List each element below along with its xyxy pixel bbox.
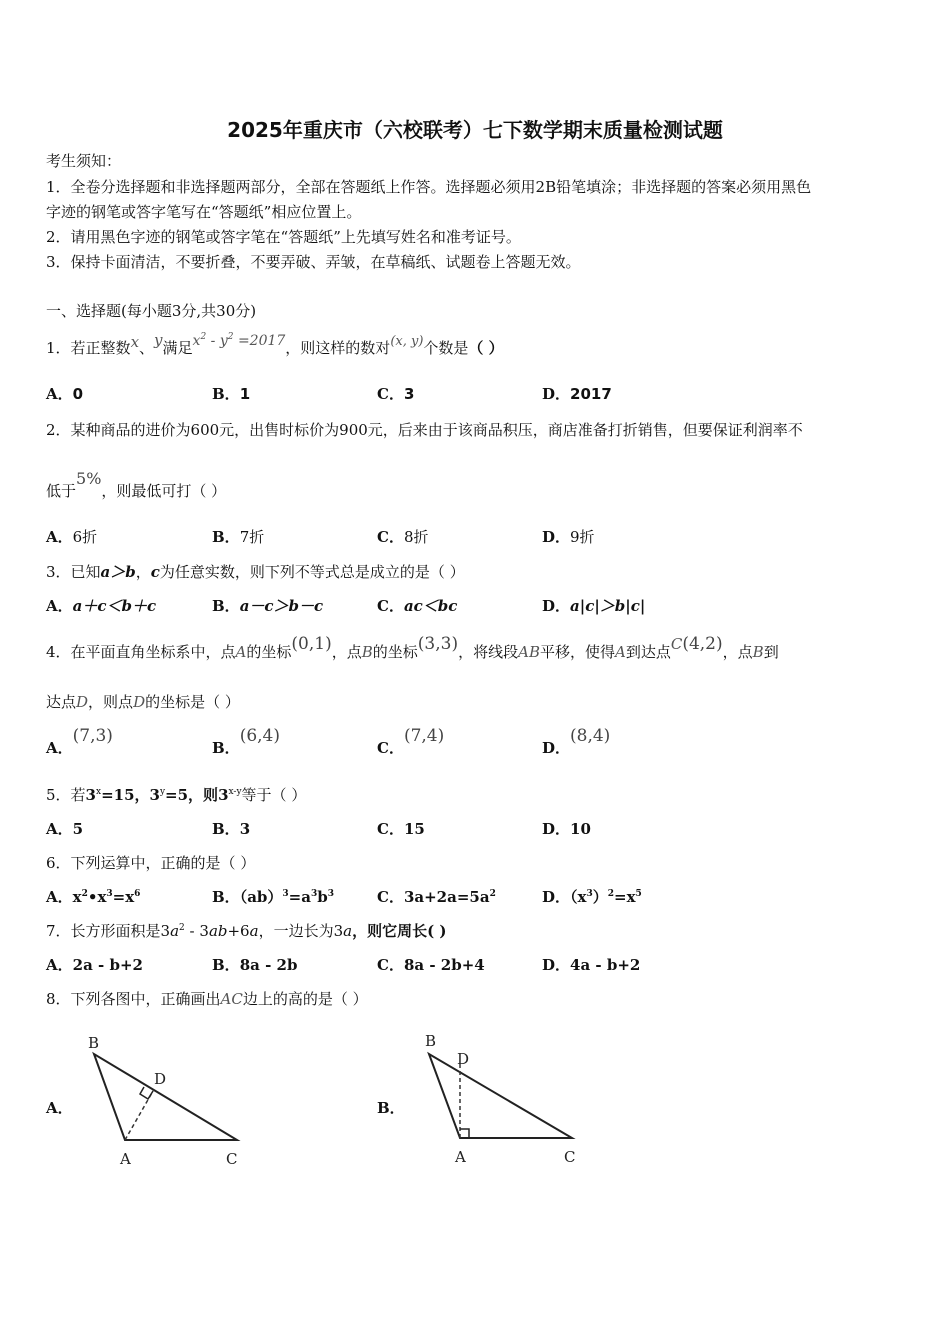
option-text	[404, 888, 496, 906]
expr-part: x	[72, 888, 82, 906]
option-label: B．	[212, 597, 240, 615]
q8-figure-b	[415, 1024, 595, 1169]
option-text	[73, 888, 141, 906]
option-text: (6,4)	[239, 726, 280, 746]
q4-text: 4．在平面直角坐标系中，点	[46, 643, 236, 661]
q4-point-a: A	[235, 643, 247, 661]
option-text: 8a - 2b	[239, 956, 298, 974]
option-label: B．	[212, 739, 240, 757]
expr-sup: 3	[282, 889, 289, 899]
q7-option-c[interactable]	[377, 955, 485, 975]
option-label: D．	[542, 956, 571, 974]
option-text: 2017	[570, 385, 612, 403]
question-4-line-2	[46, 692, 240, 712]
option-label: A．	[46, 888, 73, 906]
q3-condition: a＞b	[100, 563, 136, 581]
q5-base-1: 3	[85, 786, 96, 804]
expr-sup: 6	[134, 889, 141, 899]
q3-option-d[interactable]	[542, 596, 645, 616]
label-b: B	[88, 1034, 100, 1052]
question-3	[46, 562, 465, 582]
q4-point-a-2: A	[614, 643, 626, 661]
expr-part: =x	[614, 888, 636, 906]
q5-option-a[interactable]	[46, 819, 83, 839]
q3-option-c[interactable]	[377, 596, 457, 616]
q5-text: 5．若	[46, 786, 86, 804]
q4-option-d[interactable]	[542, 726, 611, 758]
q4-coord-b: (3,3)	[417, 634, 459, 654]
expr-sup: 2	[607, 889, 615, 899]
option-label: C．	[377, 739, 404, 757]
page-title: 2025年重庆市（六校联考）七下数学期末质量检测试题	[227, 118, 723, 142]
expr-sup: 3	[586, 889, 593, 899]
q7-option-d[interactable]	[542, 955, 640, 975]
q8-figure-a	[80, 1028, 260, 1173]
q4-text-9: 到	[763, 643, 779, 661]
q4-point-d-2: D	[133, 693, 146, 711]
expr-part: （ab）	[239, 888, 283, 906]
option-text: 3	[239, 820, 251, 838]
right-angle-mark	[460, 1129, 469, 1138]
q7-option-b[interactable]	[212, 955, 297, 975]
q4-text-2: 的坐标	[246, 643, 292, 661]
section-heading: 一、选择题(每小题3分,共30分)	[46, 302, 257, 320]
q2-percent: 5%	[76, 469, 102, 488]
q7-text: 7．长方形面积是3	[46, 922, 171, 940]
q4-option-c[interactable]	[377, 726, 445, 758]
q1-option-d[interactable]	[542, 384, 612, 404]
q3-option-b[interactable]	[212, 596, 323, 616]
q7-var-a-3: a	[343, 922, 353, 940]
q6-option-c[interactable]	[377, 887, 496, 907]
expr-part: =x	[112, 888, 135, 906]
expr-part: b	[317, 888, 328, 906]
question-2-line-1: 2．某种商品的进价为600元，出售时标价为900元，后来由于该商品积压，商店准备打折销售，但要保证利润率不	[46, 421, 803, 439]
q1-eq-sup-x: 2	[200, 332, 207, 342]
question-1	[46, 331, 504, 360]
option-label: A．	[46, 385, 73, 403]
expr-part: •x	[87, 888, 107, 906]
q5-option-c[interactable]	[377, 819, 425, 839]
q7-var-a: a	[170, 922, 180, 940]
q1-text-3: ，则这样的数对	[285, 339, 391, 357]
expr-part: =a	[288, 888, 311, 906]
q2-option-c[interactable]	[377, 527, 429, 547]
label-a: A	[455, 1148, 466, 1166]
option-label: B．	[377, 1099, 405, 1117]
q2-option-d[interactable]	[542, 527, 595, 547]
option-label: D．	[542, 597, 571, 615]
notice-heading: 考生须知：	[46, 152, 122, 170]
notice-line-3: 3．保持卡面清洁，不要折叠，不要弄破、弄皱，在草稿纸、试题卷上答题无效。	[46, 253, 581, 271]
option-text: 0	[72, 385, 84, 403]
q8-option-a[interactable]	[46, 1098, 73, 1118]
q1-var-x: x	[130, 333, 140, 351]
q5-exp-1: x	[95, 787, 102, 797]
option-label: B．	[212, 385, 240, 403]
option-label: D．	[542, 820, 571, 838]
q5-base-3: 3	[218, 786, 229, 804]
q1-text: 若正整数	[70, 339, 131, 357]
option-text: 4a - b+2	[570, 956, 641, 974]
option-label: C．	[377, 597, 404, 615]
expr-part: ）	[592, 888, 608, 906]
q5-option-b[interactable]	[212, 819, 250, 839]
q3-text-3: 为任意实数，则下列不等式总是成立的是（ ）	[159, 563, 465, 581]
q4-text-4: 的坐标	[372, 643, 418, 661]
q8-text: 8．下列各图中，正确画出	[46, 990, 221, 1008]
q4-option-b[interactable]	[212, 726, 280, 758]
label-d: D	[457, 1050, 470, 1068]
q4-coord-c: (4,2)	[682, 634, 723, 654]
option-text: 8折	[403, 528, 429, 546]
q8-text-2: 边上的高的是（ ）	[242, 990, 368, 1008]
q1-sep: 、	[139, 339, 155, 357]
option-label: A．	[46, 739, 73, 757]
q1-text-4: 个数是	[423, 339, 469, 357]
q1-pair: (x, y)	[390, 334, 424, 349]
option-text: a－c＞b－c	[239, 597, 324, 615]
option-text: a|c|＞b|c|	[570, 597, 646, 615]
option-text: 7折	[239, 528, 265, 546]
label-c: C	[564, 1148, 576, 1166]
q4-point-b-2: B	[752, 643, 764, 661]
question-4-line-1	[46, 634, 779, 662]
q7-text-5: ，则它周长( )	[352, 922, 447, 940]
q3-text-2: ，	[135, 563, 151, 581]
option-text: 1	[239, 385, 251, 403]
option-text: ac＜bc	[403, 597, 458, 615]
q7-text-4: ，一边长为3	[258, 922, 344, 940]
expr-part: （x	[570, 888, 587, 906]
option-text: 15	[403, 820, 425, 838]
q5-exp-3: x-y	[228, 787, 242, 797]
q4-text-7: 到达点	[625, 643, 671, 661]
option-text	[570, 888, 642, 906]
option-label: A．	[46, 1099, 73, 1117]
label-a: A	[120, 1150, 131, 1168]
q4-text-3: ，点	[331, 643, 362, 661]
q1-option-a[interactable]	[46, 384, 83, 404]
q5-option-d[interactable]	[542, 819, 591, 839]
q3-text: 3．已知	[46, 563, 101, 581]
q1-option-b[interactable]	[212, 384, 250, 404]
label-d: D	[154, 1070, 167, 1088]
option-label: D．	[542, 528, 571, 546]
option-label: B．	[212, 528, 240, 546]
label-c: C	[226, 1150, 238, 1168]
q7-text-2: - 3	[184, 922, 209, 940]
option-label: A．	[46, 597, 73, 615]
option-text: 3	[403, 385, 415, 403]
option-text: (7,4)	[403, 726, 445, 746]
notice-line-2: 2．请用黑色字迹的钢笔或答字笔在“答题纸”上先填写姓名和准考证号。	[46, 228, 521, 246]
option-label: C．	[377, 956, 404, 974]
label-b: B	[425, 1032, 437, 1050]
option-label: D．	[542, 739, 571, 757]
expr-sup: 2	[81, 889, 88, 899]
q1-eq-minus: -	[206, 333, 220, 349]
notice-line-1a: 1．全卷分选择题和非选择题两部分，全部在答题纸上作答。选择题必须用2B铅笔填涂；非选择题的答案必须用黑色	[46, 178, 812, 196]
expr-sup: 3	[327, 889, 334, 899]
option-text: a＋c＜b＋c	[72, 597, 157, 615]
q7-var-ab: ab	[208, 922, 228, 940]
question-6: 6．下列运算中，正确的是（ ）	[46, 854, 256, 872]
q1-text-2: 满足	[162, 339, 193, 357]
q5-text-2: 等于（ ）	[241, 786, 307, 804]
q8-option-b[interactable]	[377, 1098, 405, 1118]
q7-option-a[interactable]	[46, 955, 143, 975]
q7-sup: 2	[179, 923, 185, 933]
expr-sup: 5	[635, 889, 642, 899]
q4-point-c: C	[670, 635, 683, 653]
option-label: B．	[212, 888, 240, 906]
q4-text-6: 平移，使得	[539, 643, 615, 661]
q3-option-a[interactable]	[46, 596, 156, 616]
expr-sup: 3	[310, 889, 318, 899]
option-label: A．	[46, 956, 73, 974]
triangle	[429, 1054, 572, 1138]
q4-text-12: 的坐标是（ ）	[145, 693, 240, 711]
q1-var-y: y	[154, 331, 163, 349]
option-label: C．	[377, 888, 404, 906]
q2-option-b[interactable]	[212, 527, 264, 547]
q4-point-b: B	[361, 643, 373, 661]
q4-coord-a: (0,1)	[291, 634, 332, 654]
option-text: (7,3)	[72, 726, 113, 746]
option-label: A．	[46, 528, 73, 546]
expr-part: 3a+2a=5a	[403, 888, 490, 906]
option-label: C．	[377, 528, 404, 546]
q1-eq-y: y	[219, 333, 228, 349]
q4-option-a[interactable]	[46, 726, 113, 758]
q7-text-3: +6	[227, 922, 250, 940]
expr-sup: 2	[489, 889, 496, 899]
option-label: B．	[212, 820, 240, 838]
q4-text-5: ，将线段	[458, 643, 519, 661]
q1-eq-sup-y: 2	[227, 332, 234, 342]
expr-sup: 3	[106, 889, 113, 899]
q4-text-8: ，点	[722, 643, 753, 661]
option-text: 6折	[72, 528, 98, 546]
option-label: B．	[212, 956, 240, 974]
q7-var-a-2: a	[249, 922, 259, 940]
q6-option-b[interactable]	[212, 887, 334, 907]
q1-eq-x: x	[192, 333, 201, 349]
q4-text-10: 达点	[46, 693, 77, 711]
option-text: 9折	[570, 528, 595, 546]
option-text: (8,4)	[570, 726, 611, 746]
q4-segment-ab: AB	[518, 643, 540, 661]
option-label: D．	[542, 888, 571, 906]
q4-point-d: D	[76, 693, 89, 711]
option-label: D．	[542, 385, 571, 403]
option-label: C．	[377, 385, 404, 403]
option-label: C．	[377, 820, 404, 838]
q2-text: 低于	[46, 482, 77, 500]
q6-option-d[interactable]	[542, 887, 642, 907]
q1-eq-rhs: =2017	[237, 333, 286, 349]
option-text: 10	[570, 820, 591, 838]
question-8	[46, 989, 368, 1009]
q1-option-c[interactable]	[377, 384, 414, 404]
option-text: 5	[72, 820, 84, 838]
question-5	[46, 785, 306, 805]
q5-exp-2: y	[159, 787, 166, 797]
q6-option-a[interactable]	[46, 887, 140, 907]
q8-segment-ac: AC	[220, 990, 243, 1008]
q5-value-2: =5，则	[165, 786, 219, 804]
q1-equation	[193, 333, 286, 349]
q5-base-2: 3	[149, 786, 160, 804]
q1-number: 1．	[46, 339, 71, 357]
q3-var-c: c	[150, 563, 160, 581]
q1-answer-paren: （ ）	[468, 339, 504, 357]
question-2-line-2	[46, 469, 227, 501]
question-7	[46, 921, 446, 941]
q5-value-1: =15，	[101, 786, 150, 804]
notice-line-1b: 字迹的钢笔或答字笔写在“答题纸”相应位置上。	[46, 203, 362, 221]
q4-text-11: ，则点	[88, 693, 134, 711]
q2-text-2: ，则最低可打（ ）	[101, 482, 227, 500]
q2-option-a[interactable]	[46, 527, 97, 547]
option-text: 8a - 2b+4	[403, 956, 485, 974]
option-text: 2a - b+2	[72, 956, 143, 974]
option-label: A．	[46, 820, 73, 838]
option-text	[240, 888, 334, 906]
triangle	[94, 1054, 237, 1140]
